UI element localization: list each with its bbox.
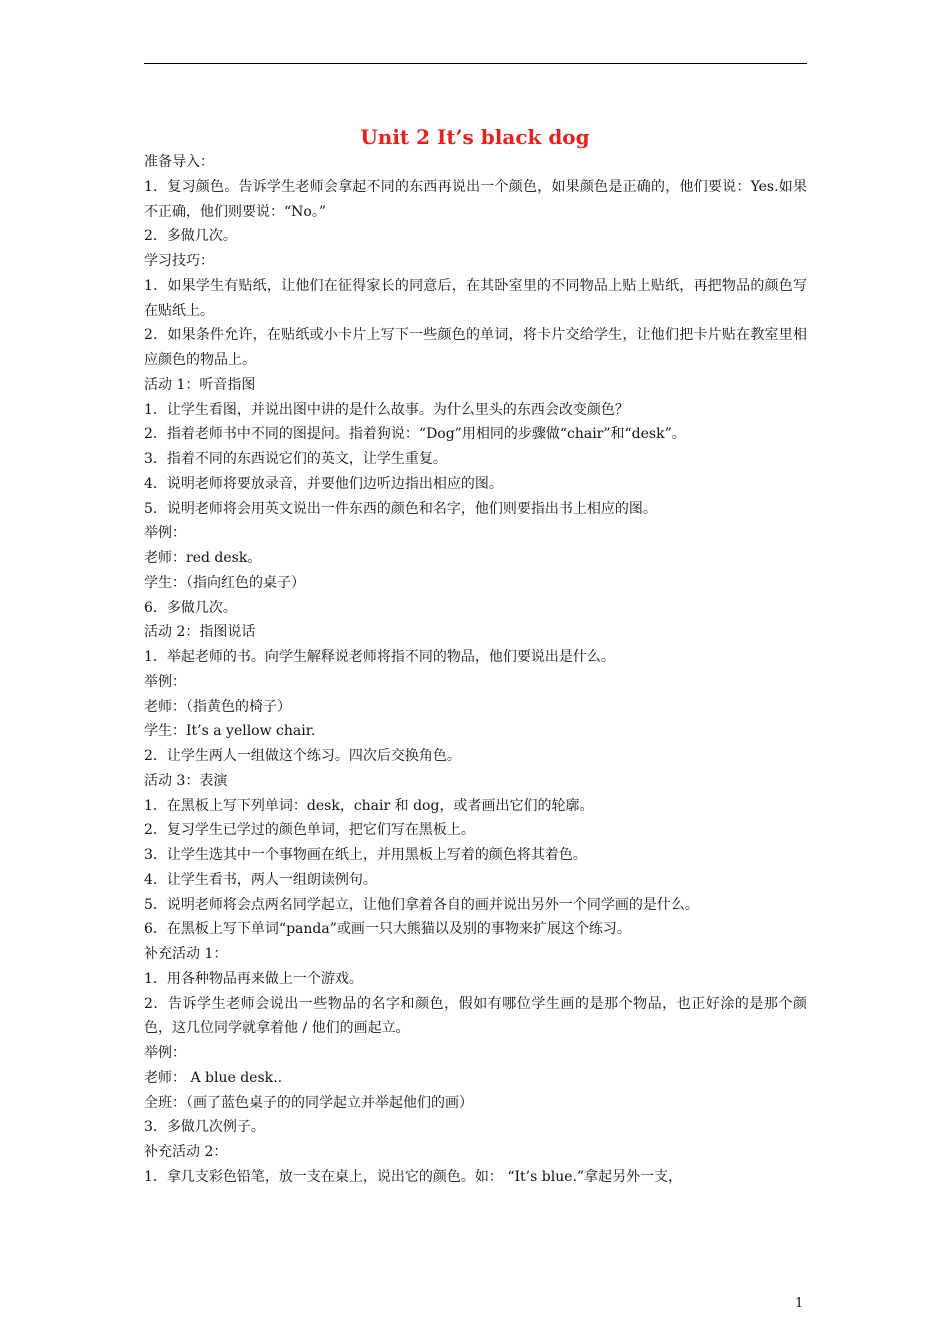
section-heading: 活动 1：听音指图 (144, 376, 256, 393)
text-paragraph: 2．如果条件允许，在贴纸或小卡片上写下一些颜色的单词，将卡片交给学生，让他们把卡片贴在教室里相应颜色的物品上。 (144, 327, 807, 368)
text-paragraph: 2．指着老师书中不同的图提问。指着狗说：“Dog”用相同的步骤做“chair”和“desk”。 (144, 426, 686, 443)
section-heading: 活动 3：表演 (144, 772, 228, 789)
text-line: 学生：It’s a yellow chair. (144, 723, 316, 740)
section-heading: 补充活动 1： (144, 946, 228, 962)
text-line: 老师：（指黄色的椅子） (144, 698, 291, 715)
text-line: 3．多做几次例子。 (144, 1119, 265, 1136)
text-line: 4．让学生看书，两人一组朗读例句。 (144, 871, 377, 888)
header-rule (144, 63, 807, 64)
text-line: 1．用各种物品再来做上一个游戏。 (144, 970, 363, 987)
text-line: 6．多做几次。 (144, 599, 237, 616)
text-line: 2．复习学生已学过的颜色单词，把它们写在黑板上。 (144, 822, 475, 839)
section-heading: 补充活动 2： (144, 1144, 228, 1160)
text-line: 举例： (144, 673, 186, 690)
text-paragraph: 1．如果学生有贴纸，让他们在征得家长的同意后，在其卧室里的不同物品上贴上贴纸，再把物品的颜色写在贴纸上。 (144, 277, 807, 319)
text-line: 全班：（画了蓝色桌子的的同学起立并举起他们的画） (144, 1094, 473, 1111)
text-line: 2．让学生两人一组做这个练习。四次后交换角色。 (144, 748, 461, 764)
text-line: 1．举起老师的书。向学生解释说老师将指不同的物品，他们要说出是什么。 (144, 649, 615, 665)
text-line: 学生：（指向红色的桌子） (144, 574, 305, 591)
text-line: 1．拿几支彩色铅笔，放一支在桌上，说出它的颜色。如： “It’s blue.”拿起另外一支， (144, 1168, 683, 1185)
document-body (144, 150, 807, 1190)
page-number: 1 (795, 1296, 804, 1311)
page-title: Unit 2 It’s black dog (360, 125, 590, 149)
text-line: 准备导入： (144, 154, 214, 170)
text-line: 3．让学生选其中一个事物画在纸上，并用黑板上写着的颜色将其着色。 (144, 847, 587, 863)
text-line: 1．在黑板上写下列单词：desk，chair 和 dog，或者画出它们的轮廓。 (144, 797, 594, 814)
text-line: 老师：red desk。 (144, 550, 262, 566)
text-paragraph: 1．复习颜色。告诉学生老师会拿起不同的东西再说出一个颜色，如果颜色是正确的，他们要说：Yes.如果不正确，他们则要说：“No。” (144, 178, 807, 220)
text-line: 6．在黑板上写下单词“panda”或画一只大熊猫以及别的事物来扩展这个练习。 (144, 921, 631, 938)
text-line: 2．多做几次。 (144, 228, 237, 245)
text-line: 举例： (144, 1045, 186, 1061)
section-heading: 活动 2：指图说话 (144, 624, 256, 641)
text-line: 举例： (144, 525, 186, 542)
text-line: 4．说明老师将要放录音，并要他们边听边指出相应的图。 (144, 475, 503, 492)
text-line: 5．说明老师将会点两名同学起立，让他们拿着各自的画并说出另外一个同学画的是什么。 (144, 896, 699, 913)
text-line: 3．指着不同的东西说它们的英文，让学生重复。 (144, 451, 447, 467)
text-line: 老师： A blue desk.. (144, 1069, 283, 1086)
text-line: 学习技巧： (144, 253, 214, 269)
text-line: 5．说明老师将会用英文说出一件东西的颜色和名字，他们则要指出书上相应的图。 (144, 500, 657, 517)
text-line: 1．让学生看图，并说出图中讲的是什么故事。为什么里头的东西会改变颜色？ (144, 401, 629, 418)
text-paragraph: 2．告诉学生老师会说出一些物品的名字和颜色，假如有哪位学生画的是那个物品，也正好涂的是那个颜色，这几位同学就拿着他 / 他们的画起立。 (144, 995, 807, 1037)
